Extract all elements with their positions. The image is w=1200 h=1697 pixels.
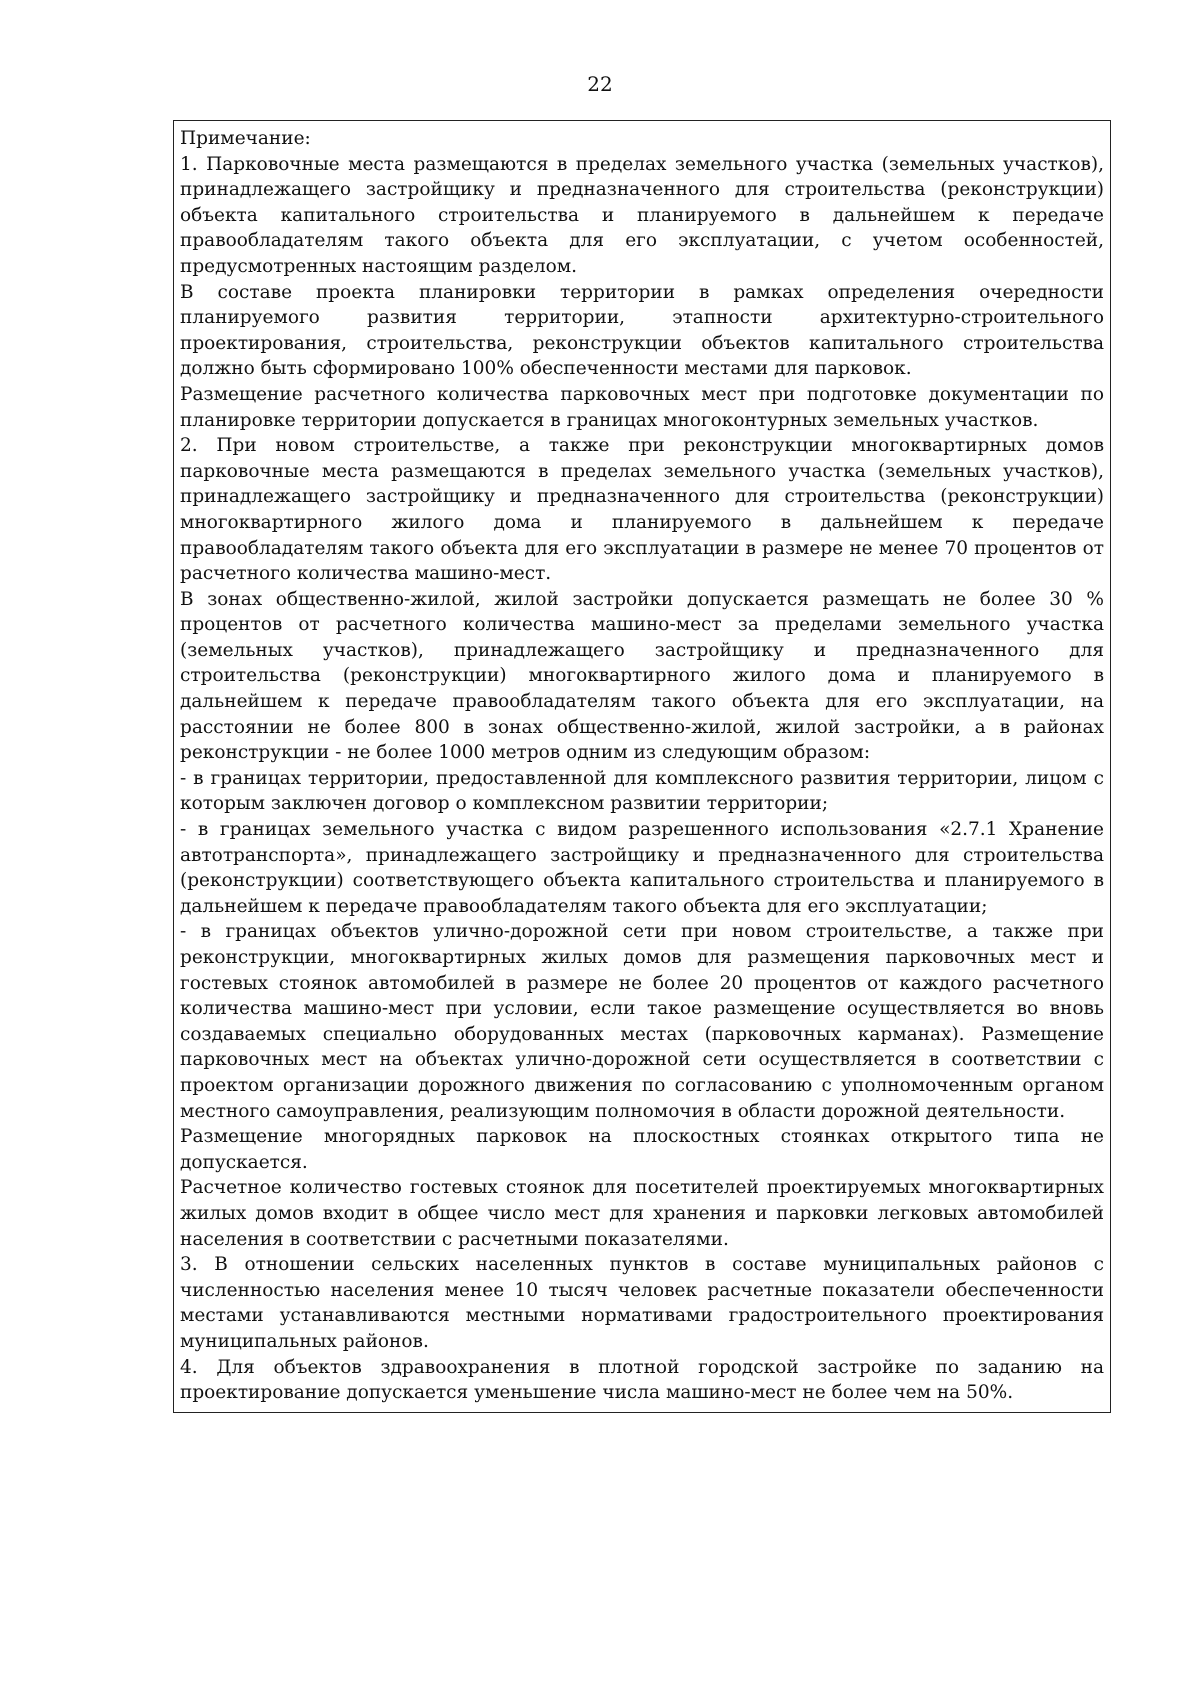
note-heading: Примечание:	[180, 128, 311, 149]
note-paragraph-4: 4. Для объектов здравоохранения в плотной городской застройке по заданию на проектирование допускается уменьшение числа машино-мест не более чем на 50%.	[180, 1356, 1104, 1404]
note-paragraph-2-3: Размещение многорядных парковок на плоскостных стоянках открытого типа не допускается.	[180, 1126, 1104, 1173]
note-list-item-3: - в границах объектов улично-дорожной сети при новом строительстве, а также при реконструкции, многоквартирных жилых домов для размещения парковочных мест и гостевых стоянок автомобилей в размере не более 20 процентов от каждого расчетного количества машино-мест при условии, если такое размещение осуществляется во вновь создаваемых специально оборудованных местах (парковочных карманах). Размещение парковочных мест на объектах улично-дорожной сети осуществляется в соответствии с проектом организации дорожного движения по согласованию с уполномоченным органом местного самоуправления, реализующим полномочия в области дорожной деятельности.	[180, 921, 1104, 1122]
note-paragraph-1-3: Размещение расчетного количества парковочных мест при подготовке документации по планировке территории допускается в границах многоконтурных земельных участков.	[180, 383, 1104, 431]
note-paragraph-3: 3. В отношении сельских населенных пунктов в составе муниципальных районов с численностью населения менее 10 тысяч человек расчетные показатели обеспеченности местами устанавливаются местными нормативами градостроительного проектирования муниципальных районов.	[180, 1254, 1104, 1352]
note-paragraph-2-2: В зонах общественно-жилой, жилой застройки допускается размещать не более 30 % процентов от расчетного количества машино-мест за пределами земельного участка (земельных участков), принадлежащего застройщику и предназначенного для строительства (реконструкции) многоквартирного жилого дома и планируемого в дальнейшем к передаче правообладателям такого объекта для его эксплуатации, на расстоянии не более 800 в зонах общественно-жилой, жилой застройки, а в районах реконструкции - не более 1000 метров одним из следующим образом:	[180, 588, 1104, 764]
note-paragraph-1-1: 1. Парковочные места размещаются в пределах земельного участка (земельных участков), принадлежащего застройщику и предназначенного для строительства (реконструкции) объекта капитального строительства и планируемого в дальнейшем к передаче правообладателям такого объекта для его эксплуатации, с учетом особенностей, предусмотренных настоящим разделом.	[180, 153, 1104, 277]
note-paragraph-2-4: Расчетное количество гостевых стоянок для посетителей проектируемых многоквартирных жилых домов входит в общее число мест для хранения и парковки легковых автомобилей населения в соответствии с расчетными показателями.	[180, 1177, 1104, 1250]
page-number: 22	[587, 72, 613, 96]
note-list-item-2: - в границах земельного участка с видом разрешенного использования «2.7.1 Хранение автотранспорта», принадлежащего застройщику и предназначенного для строительства (реконструкции) соответствующего объекта капитального строительства и планируемого в дальнейшем к передаче правообладателям такого объекта для его эксплуатации;	[180, 819, 1104, 917]
note-paragraph-2-1: 2. При новом строительстве, а также при реконструкции многоквартирных домов парковочные места размещаются в пределах земельного участка (земельных участков), принадлежащего застройщику и предназначенного для строительства (реконструкции) многоквартирного жилого дома и планируемого в дальнейшем к передаче правообладателям такого объекта для его эксплуатации в размере не менее 70 процентов от расчетного количества машино-мест.	[180, 435, 1104, 585]
note-paragraph-1-2: В составе проекта планировки территории в рамках определения очередности планируемого развития территории, этапности архитектурно-строительного проектирования, строительства, реконструкции объектов капитального строительства должно быть сформировано 100% обеспеченности местами для парковок.	[180, 281, 1104, 380]
note-list-item-1: - в границах территории, предоставленной для комплексного развития территории, лицом с которым заключен договор о комплексном развитии территории;	[180, 767, 1104, 815]
note-box	[173, 120, 1111, 1413]
